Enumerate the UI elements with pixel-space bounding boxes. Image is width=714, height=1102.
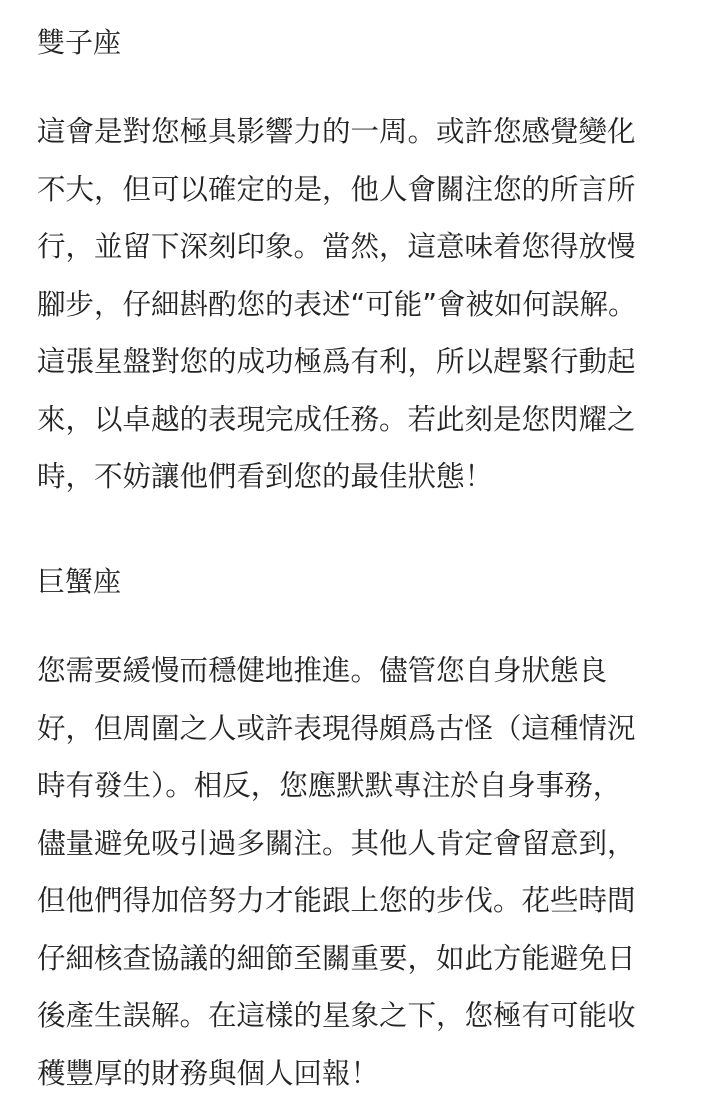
reading-line: 後產生誤解。在這樣的星象之下，您極有可能收 — [37, 987, 636, 1045]
reading-line: 時，不妨讓他們看到您的最佳狀態！ — [37, 448, 637, 506]
reading-line: 不大，但可以確定的是，他人會關注您的所言所 — [37, 161, 637, 219]
reading-line: 時有發生）。相反，您應默默專注於自身事務， — [37, 757, 636, 815]
reading-line: 但他們得加倍努力才能跟上您的步伐。花些時間 — [37, 872, 636, 930]
cancer-title: 巨蟹座 — [37, 553, 121, 611]
reading-line: 好，但周圍之人或許表現得頗爲古怪（這種情況 — [37, 700, 636, 758]
cancer-reading — [37, 642, 636, 1102]
cancer-section — [37, 553, 121, 611]
reading-line: 您需要緩慢而穩健地推進。儘管您自身狀態良 — [37, 642, 636, 700]
gemini-title: 雙子座 — [37, 14, 121, 72]
reading-line: 行，並留下深刻印象。當然，這意味着您得放慢 — [37, 218, 637, 276]
reading-line: 穫豐厚的財務與個人回報！ — [37, 1045, 636, 1102]
gemini-reading — [37, 103, 637, 506]
gemini-section — [37, 14, 121, 72]
reading-line: 腳步，仔細斟酌您的表述“可能”會被如何誤解。 — [37, 276, 637, 334]
reading-line: 這張星盤對您的成功極爲有利，所以趕緊行動起 — [37, 333, 637, 391]
reading-line: 仔細核查協議的細節至關重要，如此方能避免日 — [37, 930, 636, 988]
reading-line: 這會是對您極具影響力的一周。或許您感覺變化 — [37, 103, 637, 161]
reading-line: 來，以卓越的表現完成任務。若此刻是您閃耀之 — [37, 391, 637, 449]
reading-line: 儘量避免吸引過多關注。其他人肯定會留意到， — [37, 815, 636, 873]
